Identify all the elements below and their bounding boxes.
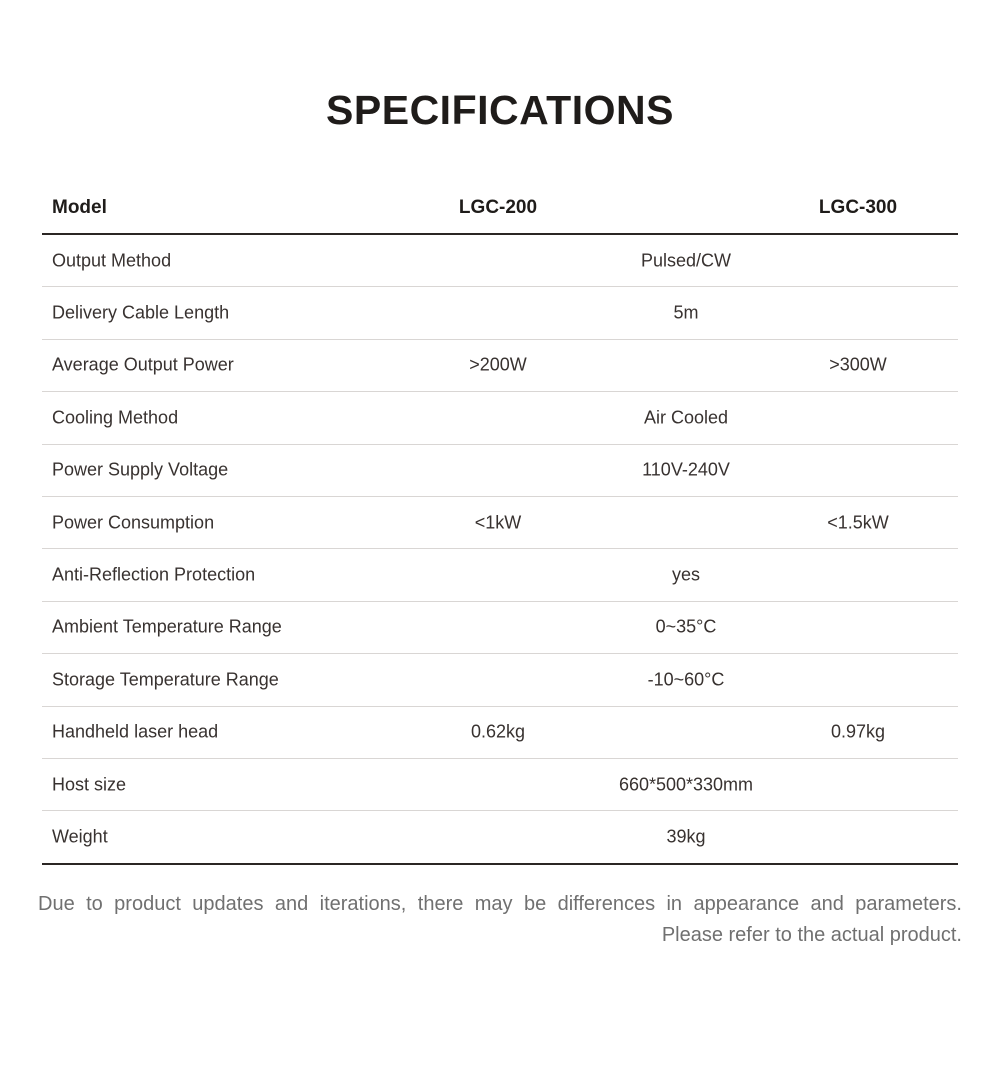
spec-label: Weight xyxy=(52,826,108,847)
header-model-lgc200: LGC-200 xyxy=(458,196,538,218)
spec-label: Host size xyxy=(52,774,127,795)
spec-value-shared: Air Cooled xyxy=(643,407,729,428)
table-row xyxy=(42,340,958,392)
spec-label: Cooling Method xyxy=(52,407,179,428)
spec-value-shared: yes xyxy=(671,564,701,585)
disclaimer-line-1: Due to product updates and iterations, there may be differences in appearance and parameters. xyxy=(38,892,962,915)
spec-label: Anti-Reflection Protection xyxy=(52,564,256,585)
spec-label: Delivery Cable Length xyxy=(52,302,230,323)
spec-value-lgc300: 0.97kg xyxy=(830,721,886,742)
table-header-row xyxy=(42,182,958,235)
header-model-lgc300: LGC-300 xyxy=(818,196,898,218)
table-row xyxy=(42,811,958,864)
spec-value-shared: 5m xyxy=(673,302,699,323)
disclaimer-line-2: Please refer to the actual product. xyxy=(661,923,962,946)
table-row xyxy=(42,654,958,706)
spec-value-shared: -10~60°C xyxy=(647,669,725,690)
table-row xyxy=(42,497,958,549)
spec-label: Handheld laser head xyxy=(52,721,219,742)
spec-value-shared: 39kg xyxy=(666,826,706,847)
table-row xyxy=(42,235,958,287)
spec-value-shared: 0~35°C xyxy=(655,616,717,637)
spec-label: Power Consumption xyxy=(52,512,215,533)
header-model-label: Model xyxy=(52,196,107,218)
spec-value-shared: 110V-240V xyxy=(642,459,730,480)
table-row xyxy=(42,392,958,444)
spec-value-lgc300: <1.5kW xyxy=(827,512,889,533)
specifications-table xyxy=(42,182,958,865)
spec-label: Average Output Power xyxy=(52,354,234,375)
spec-value-shared: 660*500*330mm xyxy=(618,774,754,795)
table-row xyxy=(42,445,958,497)
spec-value-lgc300: >300W xyxy=(829,354,887,375)
spec-label: Ambient Temperature Range xyxy=(52,616,282,637)
page-title: SPECIFICATIONS xyxy=(326,87,674,133)
table-row xyxy=(42,287,958,339)
spec-value-shared: Pulsed/CW xyxy=(640,250,732,271)
spec-label: Storage Temperature Range xyxy=(52,669,279,690)
spec-value-lgc200: 0.62kg xyxy=(470,721,526,742)
spec-value-lgc200: <1kW xyxy=(474,512,522,533)
table-row xyxy=(42,707,958,759)
table-row xyxy=(42,549,958,601)
table-row xyxy=(42,602,958,654)
spec-label: Output Method xyxy=(52,250,172,271)
spec-value-lgc200: >200W xyxy=(469,354,527,375)
disclaimer xyxy=(38,889,962,951)
spec-label: Power Supply Voltage xyxy=(52,459,229,480)
table-row xyxy=(42,759,958,811)
